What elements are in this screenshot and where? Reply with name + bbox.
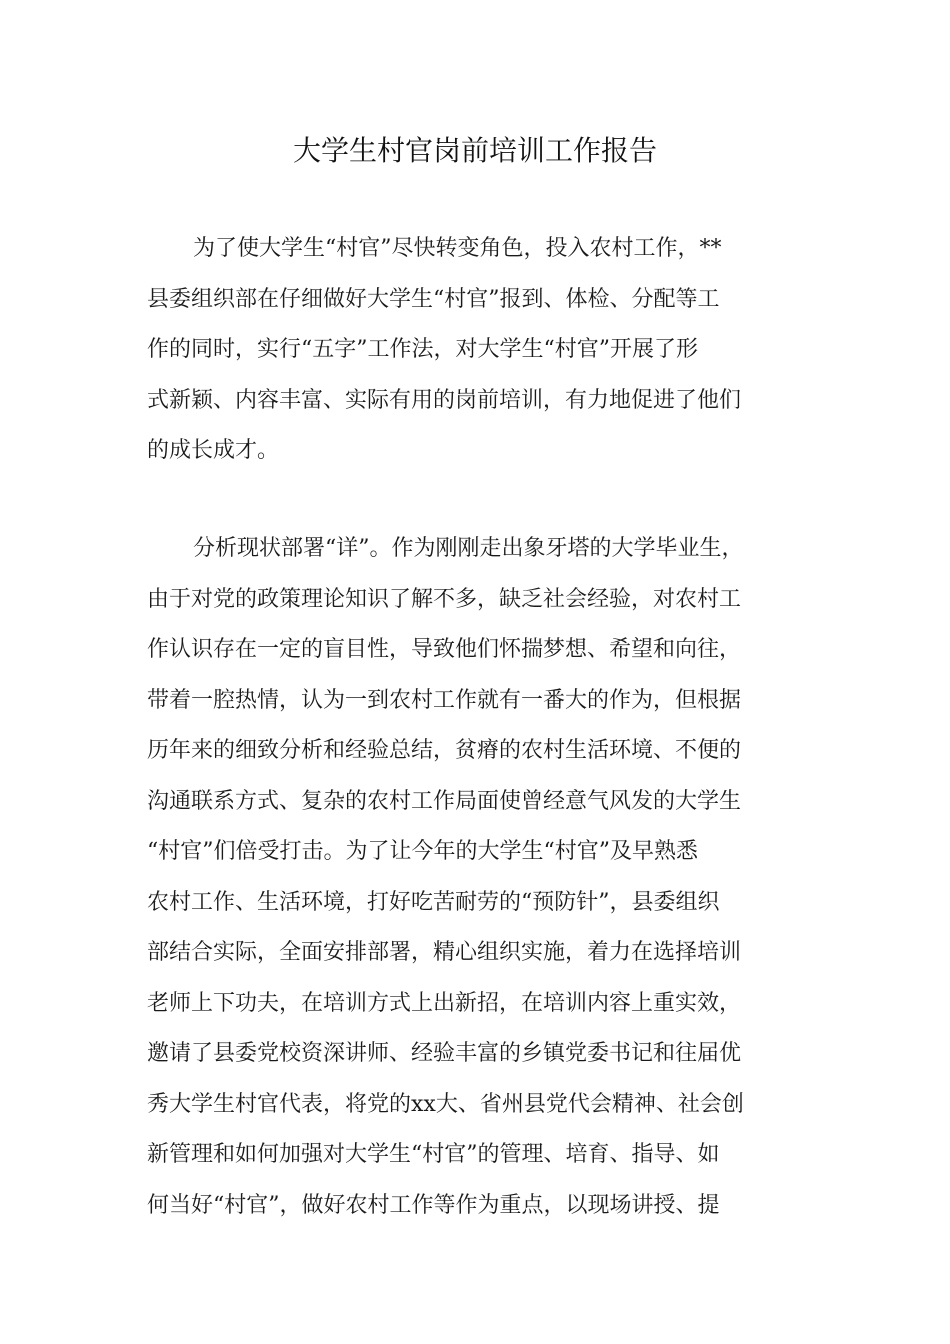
text-line: 为了使大学生“村官”尽快转变角色，投入农村工作，** bbox=[193, 236, 722, 261]
paragraph-intro bbox=[147, 224, 807, 477]
text-line: 何当好“村官”，做好农村工作等作为重点，以现场讲授、提 bbox=[147, 1192, 720, 1218]
text-line: 分析现状部署“详”。作为刚刚走出象牙塔的大学毕业生， bbox=[193, 536, 744, 561]
text-line: 老师上下功夫，在培训方式上出新招，在培训内容上重实效， bbox=[147, 990, 742, 1016]
text-line: 新管理和如何加强对大学生“村官”的管理、培育、指导、如 bbox=[147, 1142, 720, 1167]
text-line: “村官”们倍受打击。为了让今年的大学生“村官”及早熟悉 bbox=[147, 839, 698, 864]
text-line: 县委组织部在仔细做好大学生“村官”报到、体检、分配等工 bbox=[147, 286, 720, 312]
text-line: 沟通联系方式、复杂的农村工作局面使曾经意气风发的大学生 bbox=[147, 788, 742, 814]
text-line: 由于对党的政策理论知识了解不多，缺乏社会经验，对农村工 bbox=[147, 586, 742, 612]
text-line: 部结合实际，全面安排部署，精心组织实施，着力在选择培训 bbox=[147, 940, 742, 965]
text-line: 作的同时，实行“五字”工作法，对大学生“村官”开展了形 bbox=[147, 337, 698, 362]
text-line: 邀请了县委党校资深讲师、经验丰富的乡镇党委书记和往届优 bbox=[147, 1041, 742, 1066]
text-line: 农村工作、生活环境，打好吃苦耐劳的“预防针”，县委组织 bbox=[147, 889, 720, 915]
document-title: 大学生村官岗前培训工作报告 bbox=[292, 134, 657, 167]
text-line: 作认识存在一定的盲目性，导致他们怀揣梦想、希望和向往， bbox=[147, 637, 742, 662]
paragraph-analysis bbox=[147, 524, 807, 1231]
text-line: 带着一腔热情，认为一到农村工作就有一番大的作为，但根据 bbox=[147, 687, 742, 713]
text-line: 的成长成才。 bbox=[147, 438, 280, 463]
text-line: 秀大学生村官代表，将党的xx大、省州县党代会精神、社会创 bbox=[147, 1091, 744, 1117]
text-line: 式新颖、内容丰富、实际有用的岗前培训，有力地促进了他们 bbox=[147, 387, 742, 413]
text-line: 历年来的细致分析和经验总结，贫瘠的农村生活环境、不便的 bbox=[147, 738, 742, 763]
